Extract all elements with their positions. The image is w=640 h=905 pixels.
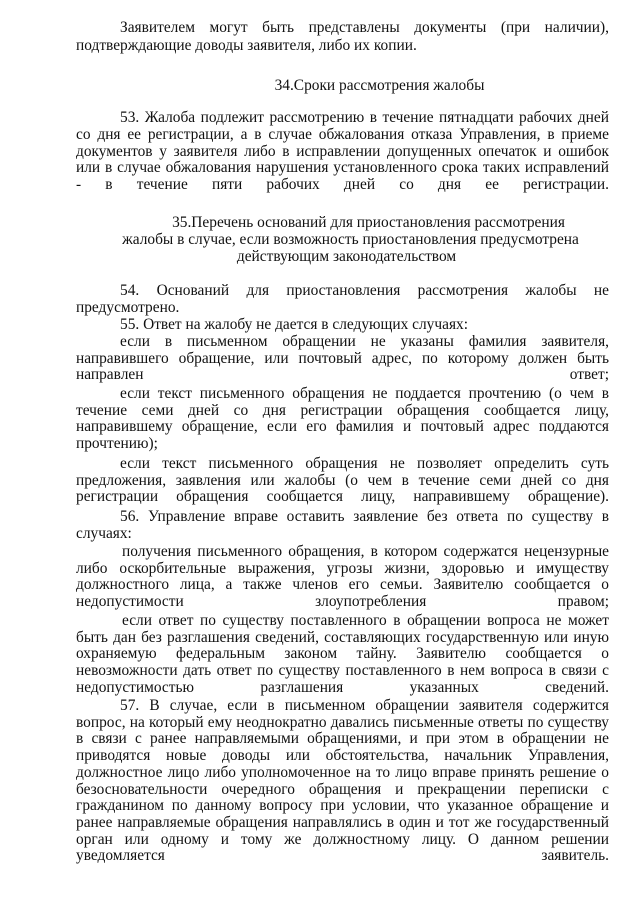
intro-paragraph-line1: Заявителем могут быть представлены документы (при наличии), bbox=[120, 20, 609, 36]
paragraph-56-item-1: получения письменного обращения, в котором содержатся нецензурные либо оскорбительные выражения, угрозы жизни, здоровью и имуществу должностного лица, а также членов его семьи. Заявителю сообщается о недопустимости злоупотребления правом; bbox=[76, 543, 609, 611]
section-heading-35-line3: действующим законодательством bbox=[236, 248, 457, 265]
paragraph-56: 56. Управление вправе оставить заявление без ответа по существу в случаях: bbox=[76, 508, 609, 542]
paragraph-53-body: со дня ее регистрации, а в случае обжалования отказа Управления, в приеме документов у заявителя либо в исправлении допущенных опечаток и ошибок или в случае обжалования нарушения установленного срока таких исправлений - в течение пяти рабочих дней со дня ее регистрации. bbox=[76, 126, 609, 194]
section-heading-34: 34.Сроки рассмотрения жалобы bbox=[274, 77, 485, 94]
paragraph-55-item-3: если текст письменного обращения не позволяет определить суть предложения, заявления или жалобы (о чем в течение семи дней со дня регистрации обращения сообщается лицу, направившему обращение). bbox=[76, 455, 609, 506]
paragraph-53-line1: 53. Жалоба подлежит рассмотрению в течение пятнадцати рабочих дней bbox=[120, 110, 609, 126]
intro-paragraph-line2: подтверждающие доводы заявителя, либо их копии. bbox=[76, 37, 417, 54]
paragraph-55: 55. Ответ на жалобу не дается в следующих случаях: bbox=[120, 316, 469, 333]
paragraph-54-line2: предусмотрено. bbox=[76, 299, 180, 316]
paragraph-55-item-1: если в письменном обращении не указаны фамилия заявителя, направившего обращение, или почтовый адрес, по которому должен быть направлен ответ; bbox=[76, 333, 609, 384]
paragraph-56-item-2: если ответ по существу поставленного в обращении вопроса не может быть дан без разглашения сведений, составляющих государственную или иную охраняемую федеральным законом тайну. Заявителю сообщается о невозможности дать ответ по существу поставленного в нем вопроса в связи с недопустимостью разглашения указанных сведений. bbox=[76, 612, 609, 696]
paragraph-55-item-2: если текст письменного обращения не поддается прочтению (о чем в течение семи дней со дня регистрации обращения сообщается лицу, направившему обращение, если его фамилия и почтовый адрес поддаются прочтению); bbox=[76, 385, 609, 453]
section-heading-35-line1: 35.Перечень оснований для приостановления рассмотрения bbox=[172, 214, 565, 231]
paragraph-54-line1: 54. Оснований для приостановления рассмотрения жалобы не bbox=[120, 283, 609, 299]
section-heading-35-line2: жалобы в случае, если возможность приостановления предусмотрена bbox=[122, 231, 579, 248]
paragraph-57: 57. В случае, если в письменном обращении заявителя содержится вопрос, на который ему неоднократно давались письменные ответы по существу в связи с ранее направляемыми обращениями, и при этом в обращении не приводятся новые доводы или обстоятельства, начальник Управления, должностное лицо либо уполномоченное на то лицо вправе принять решение о безосновательности очередного обращения и прекращении переписки с гражданином по данному вопросу при условии, что указанное обращение и ранее направляемые обращения направлялись в один и тот же государственный орган или одному и тому же должностному лицу. О данном решении уведомляется заявитель. bbox=[76, 697, 609, 865]
